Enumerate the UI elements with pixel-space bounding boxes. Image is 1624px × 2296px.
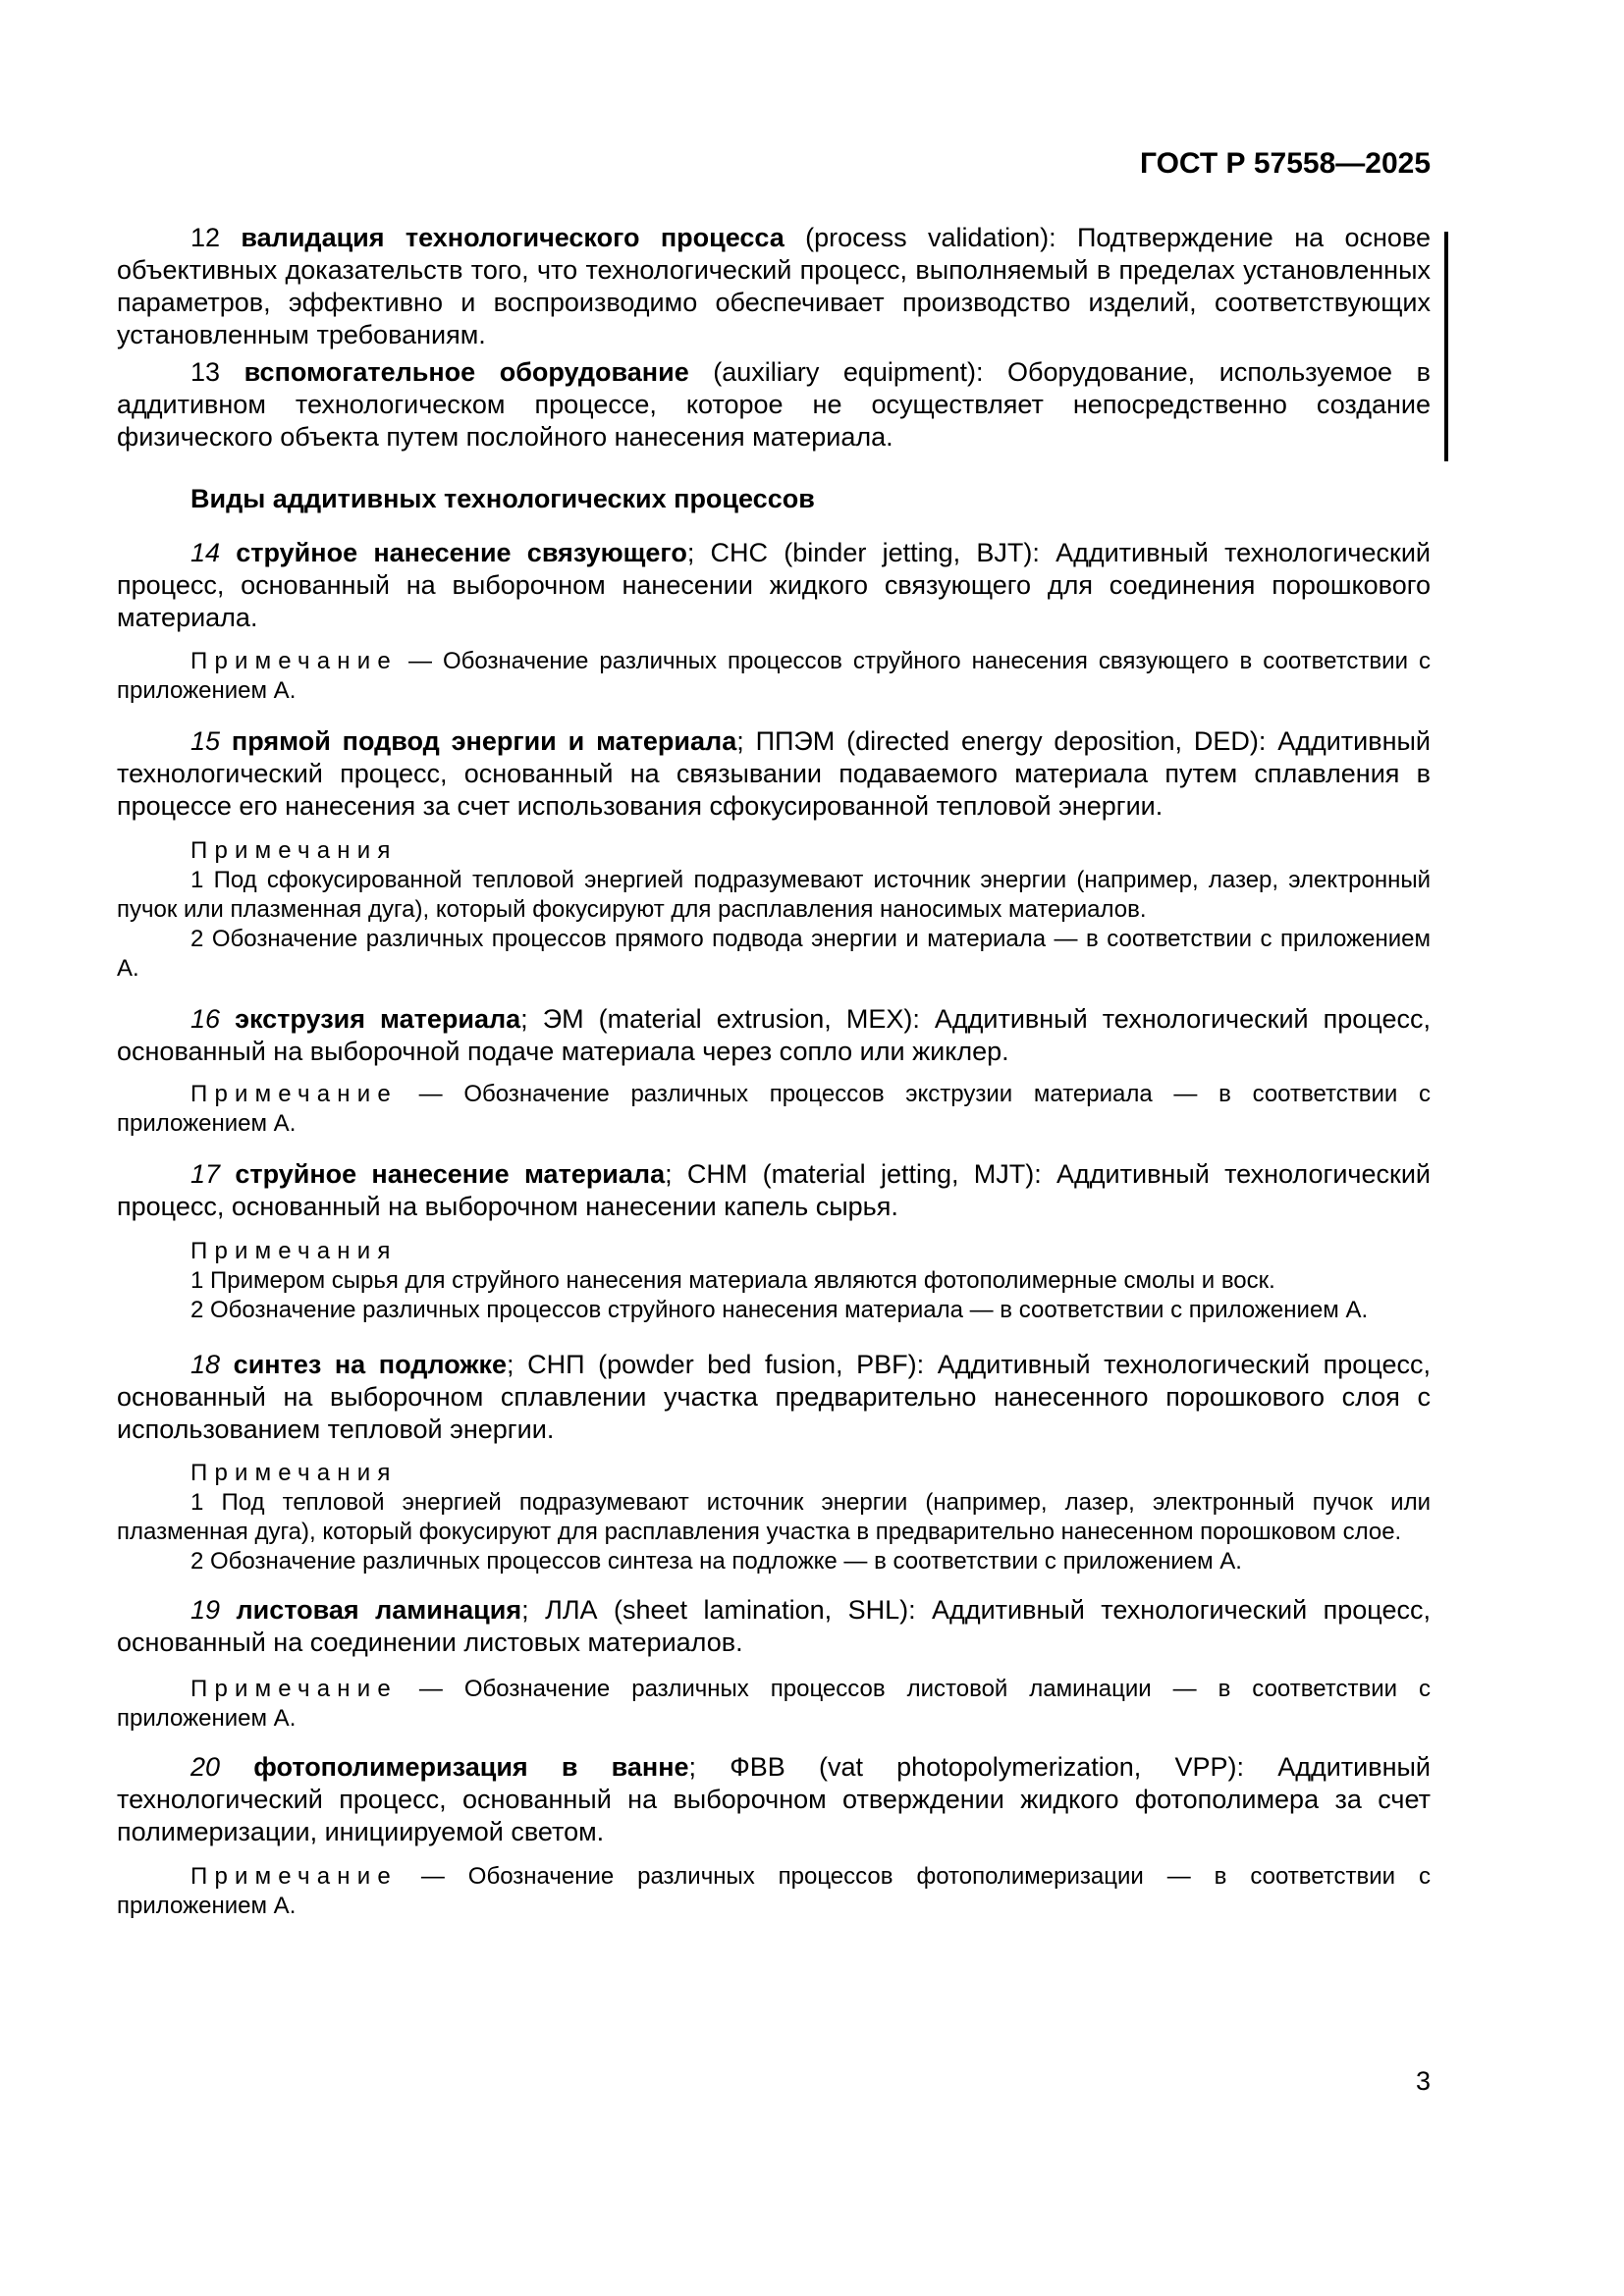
- page-content: [117, 0, 1431, 1921]
- note-text: — Обозначение различных процессов экструзии материала — в соответствии с приложением А.: [117, 1081, 1432, 1137]
- doc-header: ГОСТ Р 57558—2025: [1139, 147, 1431, 180]
- note-text: — Обозначение различных процессов струйного нанесения связующего в соответствии с приложением А.: [117, 648, 1432, 704]
- note-item: 2 Обозначение различных процессов прямого подвода энергии и материала — в соответствии с приложением А.: [117, 926, 1431, 982]
- term-definition: ; ЭМ (material extrusion, MEX): Аддитивный технологический процесс, основанный на выборочной подаче материала через сопло или жиклер.: [117, 1004, 1431, 1066]
- term-number: 17: [190, 1159, 221, 1189]
- note-item: 2 Обозначение различных процессов синтеза на подложке — в соответствии с приложением А.: [190, 1548, 1242, 1575]
- term-definition: ; СНМ (material jetting, MJT): Аддитивный технологический процесс, основанный на выборочном нанесении капель сырья.: [117, 1159, 1431, 1221]
- term-number: 12: [190, 223, 221, 252]
- term-title: вспомогательное оборудование: [244, 357, 689, 387]
- term-19-paragraph: [117, 1594, 1431, 1659]
- term-definition: ; СНП (powder bed fusion, PBF): Аддитивный технологический процесс, основанный на выборочном сплавлении участка предварительно нанесенного порошкового слоя с использованием тепловой энергии.: [117, 1350, 1431, 1444]
- term-title: струйное нанесение связующего: [236, 538, 687, 567]
- term-title: синтез на подложке: [233, 1350, 507, 1379]
- term-18-paragraph: [117, 1349, 1431, 1446]
- note-label: Примечание: [190, 1863, 398, 1890]
- note-text: — Обозначение различных процессов фотополимеризации — в соответствии с приложением А.: [117, 1863, 1431, 1919]
- section-heading: Виды аддитивных технологических процессов: [190, 484, 815, 513]
- term-definition: ; СНС (binder jetting, BJT): Аддитивный технологический процесс, основанный на выборочном нанесении жидкого связующего для соединения порошкового материала.: [117, 538, 1431, 632]
- term-title: струйное нанесение материала: [235, 1159, 666, 1189]
- term-definition: ; ФВВ (vat photopolymerization, VPP): Аддитивный технологический процесс, основанный на выборочном отверждении жидкого фотополимера за счет полимеризации, инициируемой светом.: [117, 1752, 1431, 1846]
- note-paragraph: [117, 1080, 1431, 1139]
- note-text: — Обозначение различных процессов листовой ламинации — в соответствии с приложением А.: [117, 1676, 1432, 1732]
- notes-heading: Примечания: [190, 1238, 398, 1264]
- term-17-paragraph: [117, 1158, 1431, 1223]
- term-14-paragraph: [117, 537, 1431, 634]
- change-bar: [1444, 232, 1448, 461]
- term-number: 13: [190, 357, 221, 387]
- notes-heading: Примечания: [190, 837, 398, 864]
- term-number: 18: [190, 1350, 221, 1379]
- notes-heading: Примечания: [190, 1460, 398, 1486]
- term-title: экструзия материала: [235, 1004, 521, 1034]
- term-definition: ; ППЭМ (directed energy deposition, DED): Аддитивный технологический процесс, основанный на связывании подаваемого материала путем сплавления в процессе его нанесения за счет использования сфокусированной тепловой энергии.: [117, 726, 1431, 821]
- note-label: Примечание: [190, 1081, 398, 1107]
- note-label: Примечание: [190, 1676, 398, 1702]
- note-item: 2 Обозначение различных процессов струйного нанесения материала — в соответствии с приложением А.: [190, 1297, 1369, 1323]
- term-20-paragraph: [117, 1751, 1431, 1848]
- term-number: 19: [190, 1595, 221, 1625]
- note-paragraph: [117, 1675, 1431, 1734]
- term-16-paragraph: [117, 1003, 1431, 1068]
- term-definition: (auxiliary equipment): Оборудование, используемое в аддитивном технологическом процессе, которое не осуществляет непосредственно создание физического объекта путем послойного нанесения материала.: [117, 357, 1431, 452]
- term-number: 14: [190, 538, 221, 567]
- note-item: 1 Под тепловой энергией подразумевают источник энергии (например, лазер, электронный пучок или плазменная дуга), который фокусируют для расплавления участка в предварительно нанесенном порошковом слое.: [117, 1489, 1431, 1545]
- term-number: 16: [190, 1004, 221, 1034]
- term-definition: ; ЛЛА (sheet lamination, SHL): Аддитивный технологический процесс, основанный на соединении листовых материалов.: [117, 1595, 1431, 1657]
- page-number: 3: [1415, 2066, 1431, 2096]
- term-definition: (process validation): Подтверждение на основе объективных доказательств того, что технологический процесс, выполняемый в пределах установленных параметров, эффективно и воспроизводимо обеспечивает производство изделий, соответствующих установленным требованиям.: [117, 223, 1431, 349]
- term-title: листовая ламинация: [236, 1595, 522, 1625]
- term-15-paragraph: [117, 725, 1431, 823]
- note-paragraph: [117, 647, 1431, 706]
- term-title: фотополимеризация в ванне: [253, 1752, 689, 1782]
- term-title: прямой подвод энергии и материала: [231, 726, 737, 756]
- term-number: 15: [190, 726, 221, 756]
- note-paragraph: [117, 1862, 1431, 1921]
- term-title: валидация технологического процесса: [241, 223, 785, 252]
- term-number: 20: [190, 1752, 221, 1782]
- note-item: 1 Под сфокусированной тепловой энергией подразумевают источник энергии (например, лазер, электронный пучок или плазменная дуга), который фокусируют для расплавления наносимых материалов.: [117, 867, 1431, 923]
- note-item: 1 Примером сырья для струйного нанесения материала являются фотополимерные смолы и воск.: [190, 1267, 1275, 1294]
- term-13-paragraph: [117, 356, 1431, 454]
- term-12-paragraph: [117, 222, 1431, 351]
- note-label: Примечание: [190, 648, 398, 674]
